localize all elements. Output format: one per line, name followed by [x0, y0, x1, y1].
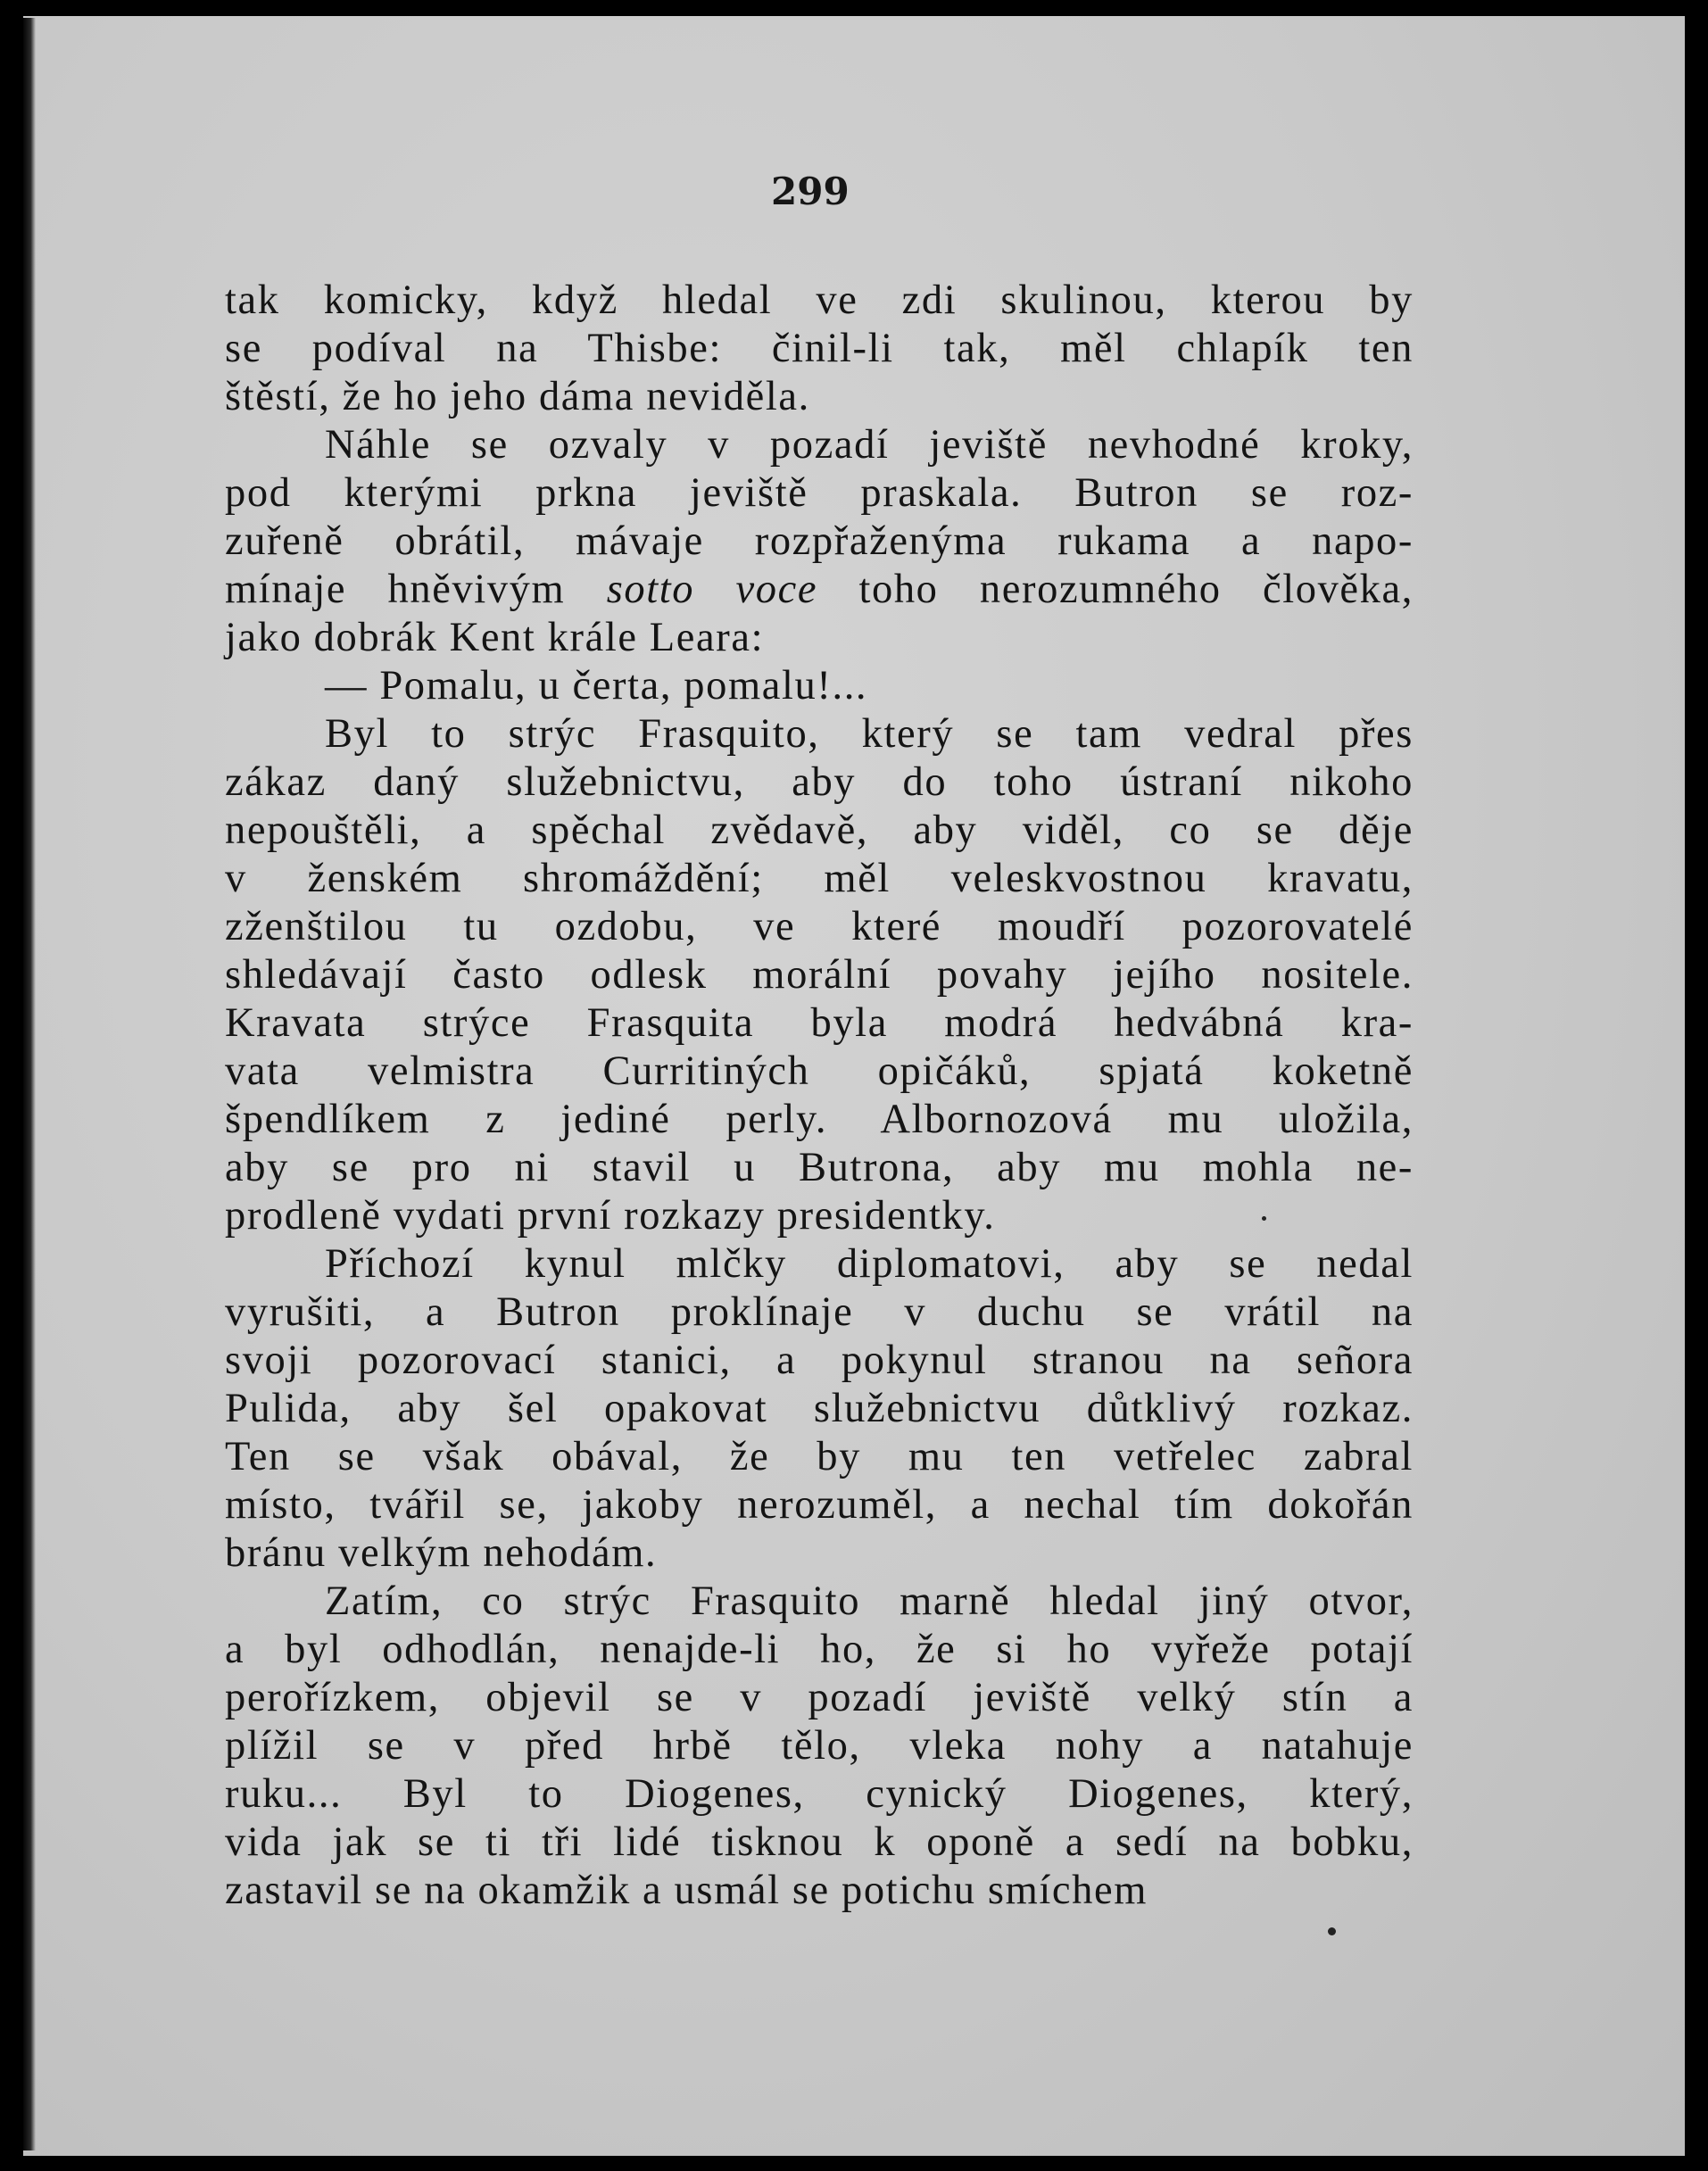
text-line: perořízkem, objevil se v pozadí jeviště velký stín a [225, 1675, 1414, 1720]
text-line [225, 566, 1414, 614]
text-line: prodleně vydati první rozkazy presidentky. [225, 1193, 996, 1239]
ink-speck [1328, 1927, 1336, 1935]
text-line: zastavil se na okamžik a usmál se potichu smíchem [225, 1868, 1148, 1913]
text-line: Kravata strýce Frasquita byla modrá hedvábná kra- [225, 1000, 1414, 1046]
text-line: tak komicky, když hledal ve zdi skulinou, kterou by [225, 278, 1414, 323]
text-line: Náhle se ozvaly v pozadí jeviště nevhodné kroky, [325, 422, 1414, 468]
text-line: svoji pozorovací stanici, a pokynul stranou na señora [225, 1338, 1414, 1383]
text-line: Byl to strýc Frasquito, který se tam vedral přes [325, 711, 1414, 757]
text-run: toho nerozumného člověka, [817, 567, 1414, 612]
text-line: Zatím, co strýc Frasquito marně hledal jiný otvor, [325, 1579, 1414, 1624]
text-line: štěstí, že ho jeho dáma neviděla. [225, 374, 810, 419]
text-line: plížil se v před hrbě tělo, vleka nohy a natahuje [225, 1723, 1414, 1769]
text-line: ruku... Byl to Diogenes, cynický Diogenes, který, [225, 1771, 1414, 1817]
text-line: shledávají často odlesk morální povahy jejího nositele. [225, 952, 1414, 998]
ink-speck [1262, 1216, 1266, 1221]
italic-phrase: sotto voce [606, 567, 818, 612]
text-line: zuřeně obrátil, mávaje rozpřaženýma rukama a napo- [225, 518, 1414, 564]
text-line: pod kterými prkna jeviště praskala. Butron se roz- [225, 470, 1414, 516]
text-line: Ten se však obával, že by mu ten vetřelec zabral [225, 1434, 1414, 1479]
text-line: v ženském shromáždění; měl veleskvostnou kravatu, [225, 856, 1414, 901]
text-line: špendlíkem z jediné perly. Albornozová mu uložila, [225, 1097, 1414, 1142]
text-line: zákaz daný služebnictvu, aby do toho ústraní nikoho [225, 759, 1414, 805]
text-line: zženštilou tu ozdobu, ve které moudří pozorovatelé [225, 904, 1414, 949]
body-text [225, 277, 1414, 1915]
book-page [23, 16, 1685, 2156]
text-line: bránu velkým nehodám. [225, 1530, 658, 1576]
text-line: se podíval na Thisbe: činil-li tak, měl chlapík ten [225, 326, 1414, 371]
text-line: Pulida, aby šel opakovat služebnictvu důtklivý rozkaz. [225, 1386, 1414, 1431]
text-line: místo, tvářil se, jakoby nerozuměl, a nechal tím dokořán [225, 1482, 1414, 1528]
text-run: mínaje hněvivým [225, 567, 607, 612]
page-number: 299 [771, 170, 850, 213]
text-line: vida jak se ti tři lidé tisknou k oponě a sedí na bobku, [225, 1819, 1414, 1865]
text-line: jako dobrák Kent krále Leara: [225, 615, 765, 660]
text-line: nepouštěli, a spěchal zvědavě, aby viděl, co se děje [225, 808, 1414, 853]
text-line: — Pomalu, u čerta, pomalu!... [325, 663, 868, 708]
text-line: aby se pro ni stavil u Butrona, aby mu mohla ne- [225, 1145, 1414, 1190]
text-line: vyrušiti, a Butron proklínaje v duchu se vrátil na [225, 1289, 1414, 1335]
text-line: a byl odhodlán, nenajde-li ho, že si ho vyřeže potají [225, 1627, 1414, 1672]
binding-edge [23, 18, 36, 2150]
text-line: vata velmistra Curritiných opičáků, spjatá koketně [225, 1048, 1414, 1094]
text-line: Příchozí kynul mlčky diplomatovi, aby se nedal [325, 1241, 1414, 1287]
